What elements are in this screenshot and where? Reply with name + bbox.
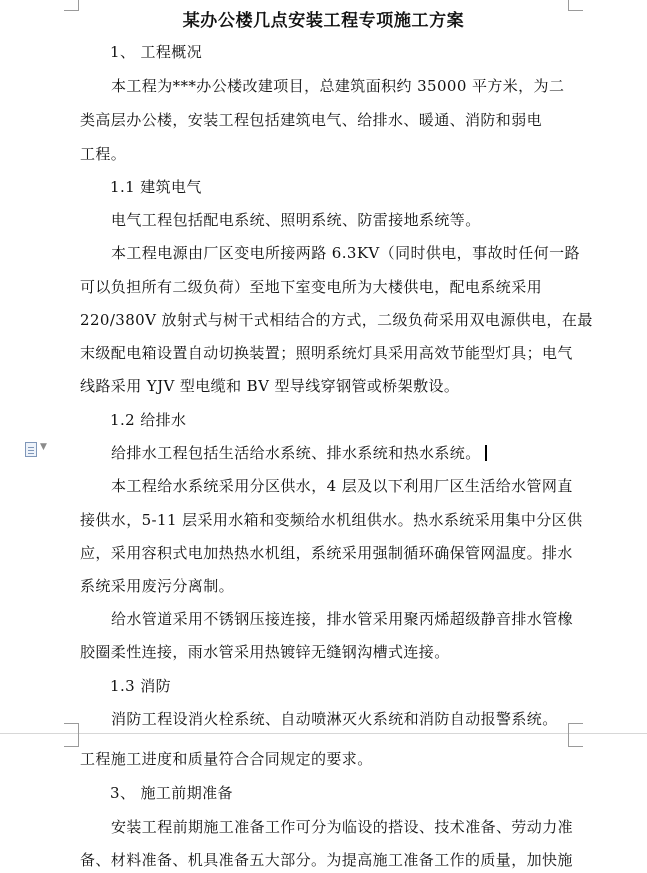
paragraph-line[interactable]: 可以负担所有二级负荷）至地下室变电所为大楼供电，配电系统采用	[80, 278, 543, 296]
paragraph-line[interactable]: 应，采用容积式电加热热水机组，系统采用强制循环确保管网温度。排水	[80, 544, 573, 562]
paragraph-line[interactable]: 给水管道采用不锈钢压接连接，排水管采用聚丙烯超级静音排水管橡	[111, 610, 574, 628]
document-paragraph-icon[interactable]	[25, 442, 53, 456]
heading-1[interactable]: 1、 工程概况	[110, 43, 203, 61]
paragraph-line[interactable]: 220/380V 放射式与树干式相结合的方式，二级负荷采用双电源供电，在最	[80, 311, 593, 329]
crop-mark-top-left-page2	[64, 732, 79, 747]
crop-mark-top-right-page2	[568, 732, 583, 747]
paragraph-line[interactable]: 工程施工进度和质量符合合同规定的要求。	[80, 750, 373, 768]
chevron-down-icon: ▼	[40, 442, 47, 452]
paragraph-line[interactable]: 工程。	[80, 145, 127, 163]
heading-3[interactable]: 3、 施工前期准备	[110, 784, 233, 802]
paragraph-line[interactable]: 消防工程设消火栓系统、自动喷淋灭火系统和消防自动报警系统。	[111, 710, 558, 728]
paragraph-line[interactable]	[111, 442, 597, 463]
document-icon	[25, 442, 37, 457]
paragraph-line[interactable]: 本工程给水系统采用分区供水，4 层及以下利用厂区生活给水管网直	[111, 477, 573, 495]
paragraph-line[interactable]: 电气工程包括配电系统、照明系统、防雷接地系统等。	[111, 211, 481, 229]
paragraph-line[interactable]: 接供水，5-11 层采用水箱和变频给水机组供水。热水系统采用集中分区供	[80, 511, 583, 529]
paragraph-line[interactable]: 线路采用 YJV 型电缆和 BV 型导线穿钢管或桥架敷设。	[80, 377, 460, 395]
paragraph-text: 给排水工程包括生活给水系统、排水系统和热水系统。	[111, 444, 481, 462]
page-break	[0, 733, 647, 743]
paragraph-line[interactable]: 备、材料准备、机具准备五大部分。为提高施工准备工作的质量，加快施	[80, 851, 573, 869]
heading-1-3[interactable]: 1.3 消防	[110, 677, 172, 695]
paragraph-line[interactable]: 类高层办公楼，安装工程包括建筑电气、给排水、暖通、消防和弱电	[80, 111, 543, 129]
paragraph-line[interactable]: 本工程电源由厂区变电所接两路 6.3KV（同时供电，事故时任何一路	[111, 244, 580, 262]
paragraph-line[interactable]: 末级配电箱设置自动切换装置；照明系统灯具采用高效节能型灯具；电气	[80, 344, 573, 362]
paragraph-line[interactable]: 胶圈柔性连接，雨水管采用热镀锌无缝钢沟槽式连接。	[80, 643, 450, 661]
document-title[interactable]: 某办公楼几点安装工程专项施工方案	[182, 11, 465, 31]
heading-1-1[interactable]: 1.1 建筑电气	[110, 178, 202, 196]
paragraph-line[interactable]: 本工程为***办公楼改建项目，总建筑面积约 35000 平方米，为二	[111, 77, 565, 95]
paragraph-line[interactable]: 系统采用废污分离制。	[80, 577, 235, 595]
paragraph-line[interactable]: 安装工程前期施工准备工作可分为临设的搭设、技术准备、劳动力准	[111, 818, 574, 836]
heading-1-2[interactable]: 1.2 给排水	[110, 411, 187, 429]
text-cursor	[485, 445, 487, 461]
